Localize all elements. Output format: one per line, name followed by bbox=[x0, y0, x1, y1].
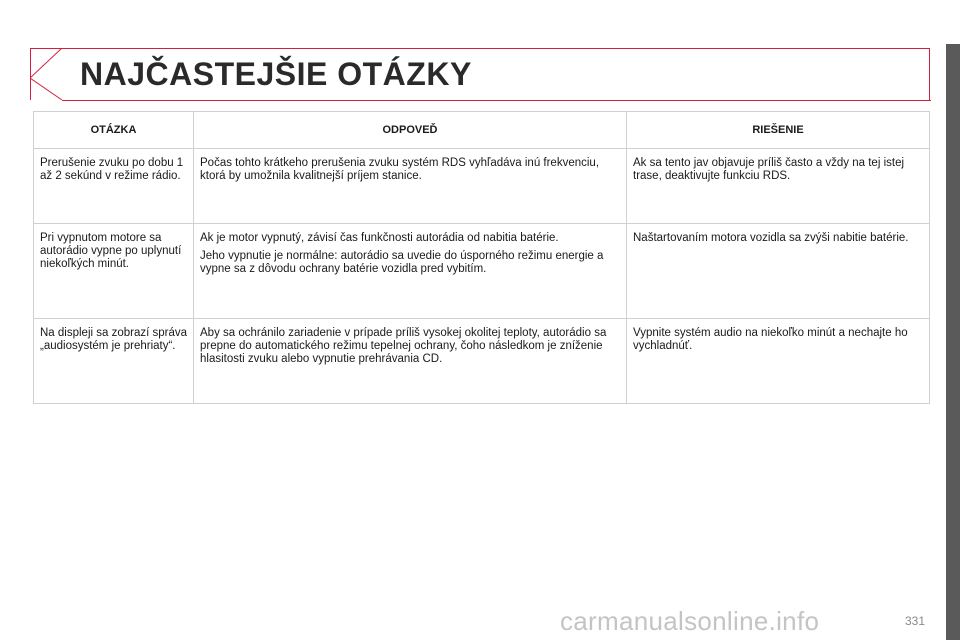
faq-table bbox=[33, 111, 930, 404]
solution-cell: Ak sa tento jav objavuje príliš často a vždy na tej istej trase, deaktivujte funkciu RDS. bbox=[627, 149, 930, 224]
column-header-solution: RIEŠENIE bbox=[627, 112, 930, 149]
column-header-answer: ODPOVEĎ bbox=[194, 112, 627, 149]
column-header-question: OTÁZKA bbox=[34, 112, 194, 149]
title-underline bbox=[62, 100, 931, 101]
answer-paragraph: Aby sa ochránilo zariadenie v prípade príliš vysokej okolitej teploty, autorádio sa prepne do automatického režimu tepelnej ochrany, čoho následkom je zníženie hlasitosti zvuku alebo vypnutie prehrávania CD. bbox=[200, 327, 607, 365]
table-row bbox=[34, 224, 930, 319]
table-row bbox=[34, 149, 930, 224]
answer-cell bbox=[194, 149, 627, 224]
table-row bbox=[34, 319, 930, 404]
page-title: NAJČASTEJŠIE OTÁZKY bbox=[80, 56, 472, 92]
answer-paragraph: Počas tohto krátkeho prerušenia zvuku systém RDS vyhľadáva inú frekvenciu, ktorá by umožnila kvalitnejší príjem stanice. bbox=[200, 157, 600, 182]
table-header-row bbox=[34, 112, 930, 149]
side-bar bbox=[946, 44, 960, 640]
answer-paragraph: Ak je motor vypnutý, závisí čas funkčnosti autorádia od nabitia batérie. bbox=[200, 232, 559, 244]
answer-cell bbox=[194, 224, 627, 319]
answer-cell bbox=[194, 319, 627, 404]
solution-cell: Vypnite systém audio na niekoľko minút a nechajte ho vychladnúť. bbox=[627, 319, 930, 404]
question-cell: Prerušenie zvuku po dobu 1 až 2 sekúnd v režime rádio. bbox=[34, 149, 194, 224]
title-corner-decoration bbox=[30, 48, 75, 100]
faq-table-container bbox=[33, 111, 929, 404]
question-cell: Pri vypnutom motore sa autorádio vypne po uplynutí niekoľkých minút. bbox=[34, 224, 194, 319]
solution-cell: Naštartovaním motora vozidla sa zvýši nabitie batérie. bbox=[627, 224, 930, 319]
answer-paragraph: Jeho vypnutie je normálne: autorádio sa uvedie do úsporného režimu energie a vypne sa z dôvodu ochrany batérie vozidla pred vybitím. bbox=[200, 250, 604, 275]
watermark-text: carmanualsonline.info bbox=[560, 606, 820, 636]
page-number: 331 bbox=[905, 614, 926, 628]
question-cell: Na displeji sa zobrazí správa „audiosystém je prehriaty“. bbox=[34, 319, 194, 404]
